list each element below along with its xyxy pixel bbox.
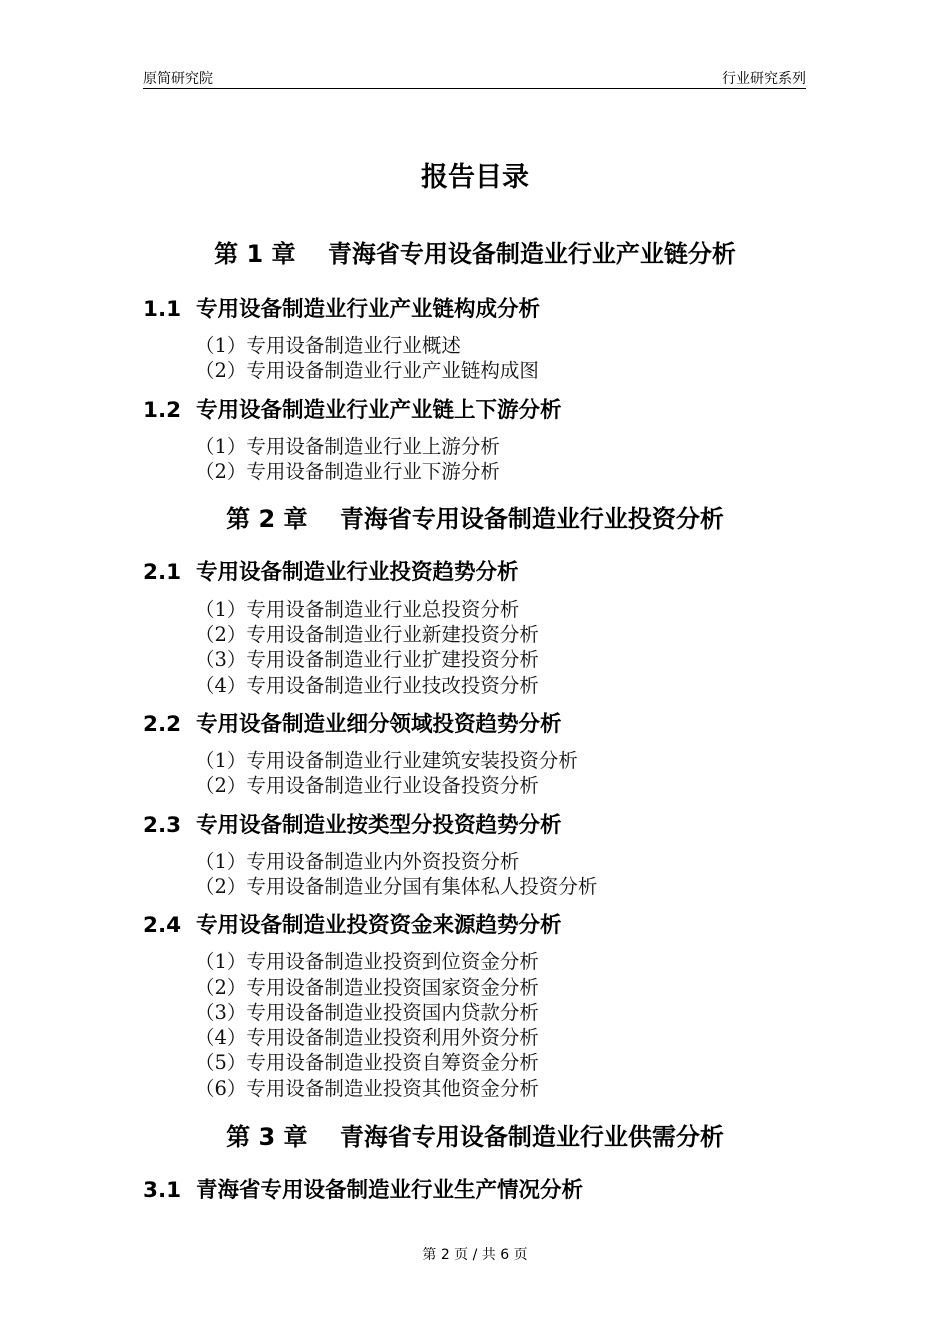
section-2-2-title: 2.2 专用设备制造业细分领域投资趋势分析 — [143, 712, 562, 737]
toc-item: （4）专用设备制造业投资利用外资分析 — [195, 1026, 539, 1049]
toc-item: （2）专用设备制造业行业产业链构成图 — [195, 359, 539, 382]
toc-item: （1）专用设备制造业行业概述 — [195, 334, 461, 357]
toc-item: （2）专用设备制造业行业下游分析 — [195, 460, 500, 483]
header-series: 行业研究系列 — [722, 71, 806, 87]
toc-item: （1）专用设备制造业内外资投资分析 — [195, 850, 520, 873]
toc-item: （1）专用设备制造业行业上游分析 — [195, 435, 500, 458]
section-1-2-title: 1.2 专用设备制造业行业产业链上下游分析 — [143, 398, 562, 423]
chapter-1-title: 第 1 章 青海省专用设备制造业行业产业链分析 — [214, 240, 736, 268]
section-2-3-title: 2.3 专用设备制造业按类型分投资趋势分析 — [143, 813, 562, 838]
toc-item: （1）专用设备制造业行业建筑安装投资分析 — [195, 749, 578, 772]
toc-item: （4）专用设备制造业行业技改投资分析 — [195, 674, 539, 697]
toc-item: （1）专用设备制造业投资到位资金分析 — [195, 950, 539, 973]
chapter-3-title: 第 3 章 青海省专用设备制造业行业供需分析 — [226, 1123, 724, 1151]
toc-item: （3）专用设备制造业投资国内贷款分析 — [195, 1001, 539, 1024]
toc-item: （2）专用设备制造业行业设备投资分析 — [195, 774, 539, 797]
section-1-1-title: 1.1 专用设备制造业行业产业链构成分析 — [143, 297, 541, 322]
page-header — [143, 64, 806, 89]
header-publisher: 原简研究院 — [143, 71, 213, 87]
toc-title: 报告目录 — [421, 162, 529, 193]
toc-item: （5）专用设备制造业投资自筹资金分析 — [195, 1051, 539, 1074]
toc-item: （2）专用设备制造业投资国家资金分析 — [195, 976, 539, 999]
toc-item: （3）专用设备制造业行业扩建投资分析 — [195, 648, 539, 671]
toc-item: （1）专用设备制造业行业总投资分析 — [195, 598, 520, 621]
toc-item: （6）专用设备制造业投资其他资金分析 — [195, 1077, 539, 1100]
section-3-1-title: 3.1 青海省专用设备制造业行业生产情况分析 — [143, 1178, 584, 1203]
chapter-2-title: 第 2 章 青海省专用设备制造业行业投资分析 — [226, 505, 724, 533]
toc-item: （2）专用设备制造业行业新建投资分析 — [195, 623, 539, 646]
section-2-1-title: 2.1 专用设备制造业行业投资趋势分析 — [143, 560, 519, 585]
page-number: 第 2 页 / 共 6 页 — [422, 1247, 528, 1263]
toc-item: （2）专用设备制造业分国有集体私人投资分析 — [195, 875, 598, 898]
section-2-4-title: 2.4 专用设备制造业投资资金来源趋势分析 — [143, 913, 562, 938]
